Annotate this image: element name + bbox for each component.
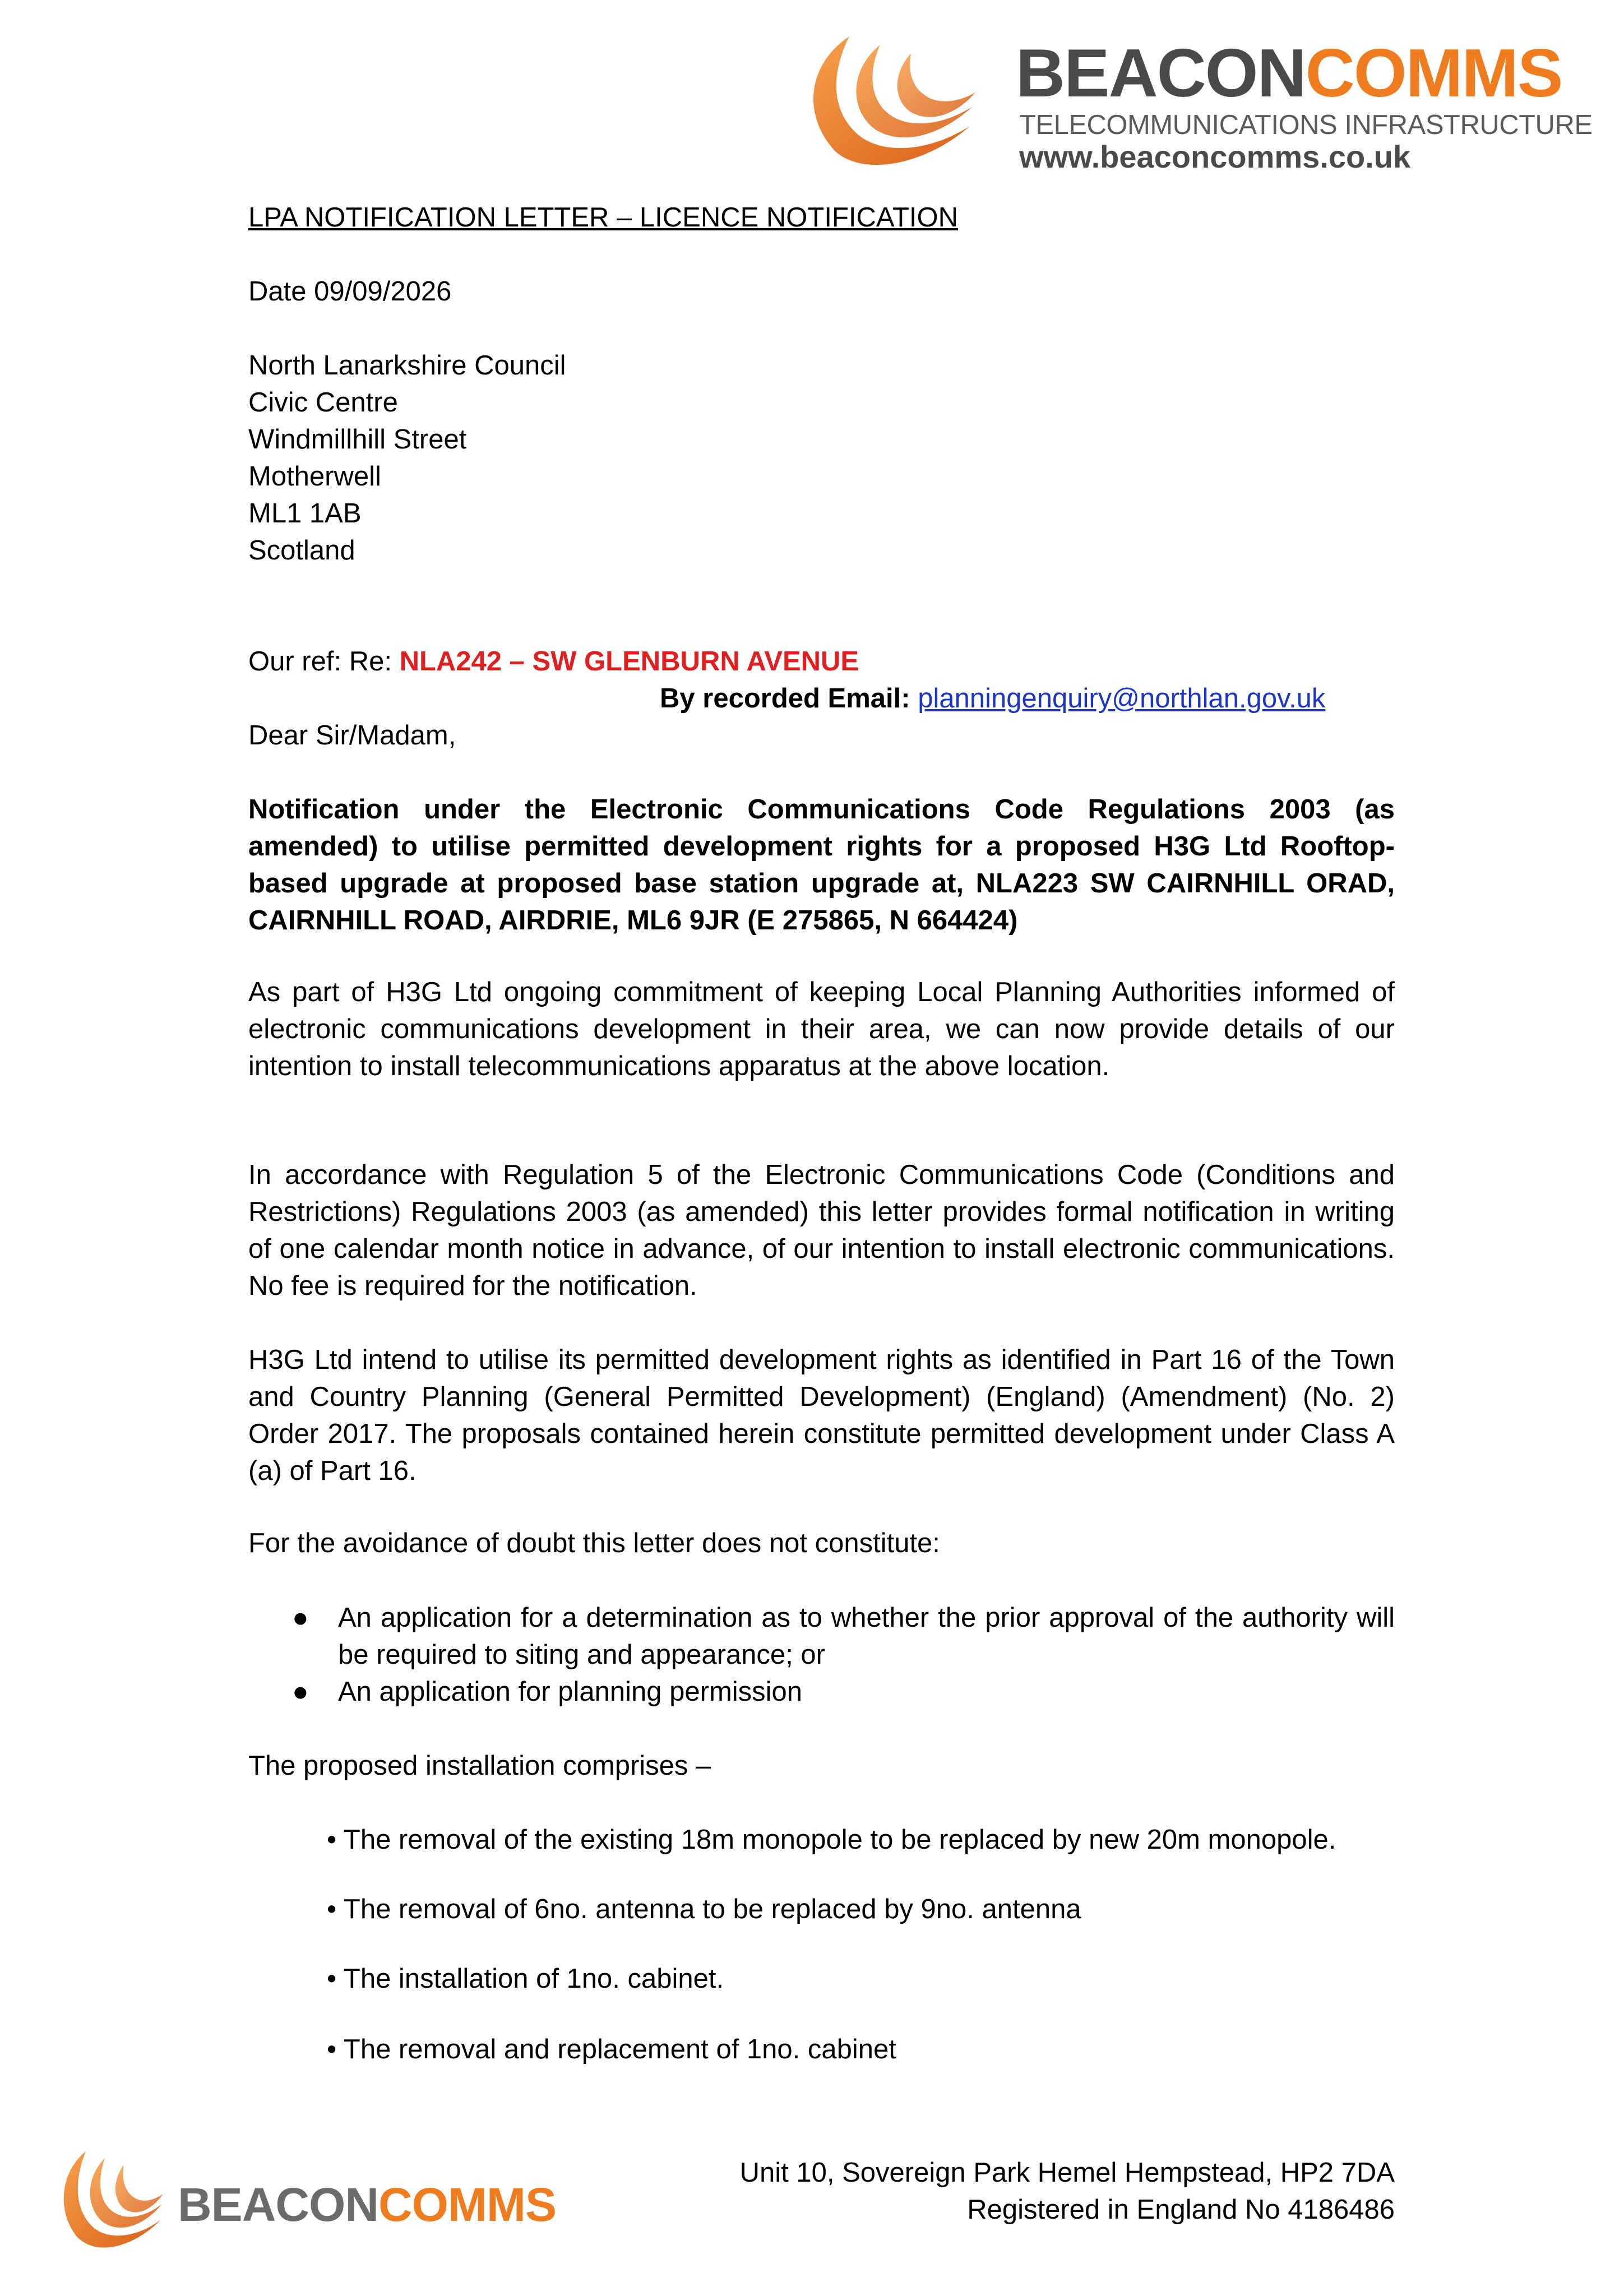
reference-line — [248, 643, 1395, 680]
subject-heading: Notification under the Electronic Communications Code Regulations 2003 (as amended) to utilise permitted development rights for a proposed H3G Ltd Rooftop-based upgrade at proposed base station upgrade at, NLA223 SW CAIRNHILL ORAD, CAIRNHILL ROAD, AIRDRIE, ML6 9JR (E 275865, N 664424) — [248, 794, 1395, 936]
installation-intro: The proposed installation comprises – — [248, 1751, 711, 1781]
footer-address-line1: Unit 10, Sovereign Park Hemel Hempstead, HP2 7DA — [739, 2158, 1395, 2188]
address-line: Motherwell — [248, 461, 381, 492]
footer-brand-comms: COMMS — [378, 2178, 556, 2231]
bullet-dot-icon: ● — [292, 1677, 309, 1707]
bullet-dot-icon: ● — [292, 1603, 309, 1633]
installation-item: • The removal of 6no. antenna to be replaced by 9no. antenna — [327, 1894, 1081, 1924]
list-item — [248, 1599, 1395, 1673]
footer-address-line2: Registered in England No 4186486 — [967, 2195, 1395, 2225]
installation-item: • The removal of the existing 18m monopole to be replaced by new 20m monopole. — [327, 1825, 1336, 1855]
address-line: Civic Centre — [248, 387, 398, 418]
footer-logo — [53, 2147, 556, 2259]
email-link[interactable]: planningenquiry@northlan.gov.uk — [918, 683, 1326, 714]
reference-prefix: Our ref: Re: — [248, 646, 400, 677]
header-tagline: TELECOMMUNICATIONS INFRASTRUCTURE — [1019, 110, 1593, 140]
reference-value: NLA242 – SW GLENBURN AVENUE — [399, 646, 859, 677]
letter-date: Date 09/09/2026 — [248, 276, 452, 307]
header-brand — [1016, 36, 1562, 109]
list-item — [248, 1673, 1395, 1710]
not-constitute-list — [248, 1599, 1395, 1710]
email-line — [660, 680, 1400, 717]
salutation: Dear Sir/Madam, — [248, 720, 456, 751]
header-website: www.beaconcomms.co.uk — [1019, 139, 1411, 174]
installation-item: • The removal and replacement of 1no. cabinet — [327, 2034, 896, 2064]
header-brand-comms: COMMS — [1305, 35, 1562, 111]
address-line: Scotland — [248, 535, 355, 566]
header-brand-beacon: BEACON — [1016, 35, 1306, 111]
paragraph-regulation: In accordance with Regulation 5 of the Electronic Communications Code (Conditions and Restrictions) Regulations 2003 (as amended) this letter provides formal notification in writing of one calendar month notice in advance, of our intention to install electronic communications. No fee is required for the notification. — [248, 1160, 1395, 1301]
footer-brand-beacon: BEACON — [178, 2178, 379, 2231]
beaconcomms-swoosh-logo-icon — [796, 31, 981, 171]
email-label: By recorded Email: — [660, 683, 918, 714]
beaconcomms-swoosh-logo-icon — [53, 2147, 165, 2253]
paragraph-commitment: As part of H3G Ltd ongoing commitment of keeping Local Planning Authorities informed of electronic communications development in their area, we can now provide details of our intention to install telecommunications apparatus at the above location. — [248, 977, 1395, 1081]
footer-brand — [178, 2178, 556, 2232]
address-line: North Lanarkshire Council — [248, 350, 566, 381]
address-line: Windmillhill Street — [248, 424, 467, 455]
letter-title: LPA NOTIFICATION LETTER – LICENCE NOTIFICATION — [248, 202, 958, 233]
list-item-text: An application for planning permission — [338, 1677, 803, 1707]
list-item-text: An application for a determination as to whether the prior approval of the authority will be required to siting and appearance; or — [338, 1603, 1395, 1670]
recipient-address — [248, 347, 1395, 569]
header-logo — [796, 31, 1593, 177]
paragraph-permitted-rights: H3G Ltd intend to utilise its permitted development rights as identified in Part 16 of the Town and Country Planning (General Permitted Development) (England) (Amendment) (No. 2) Order 2017. The proposals contained herein constitute permitted development under Class A (a) of Part 16. — [248, 1345, 1395, 1486]
address-line: ML1 1AB — [248, 498, 362, 529]
installation-item: • The installation of 1no. cabinet. — [327, 1964, 724, 1994]
paragraph-avoidance: For the avoidance of doubt this letter does not constitute: — [248, 1528, 940, 1558]
